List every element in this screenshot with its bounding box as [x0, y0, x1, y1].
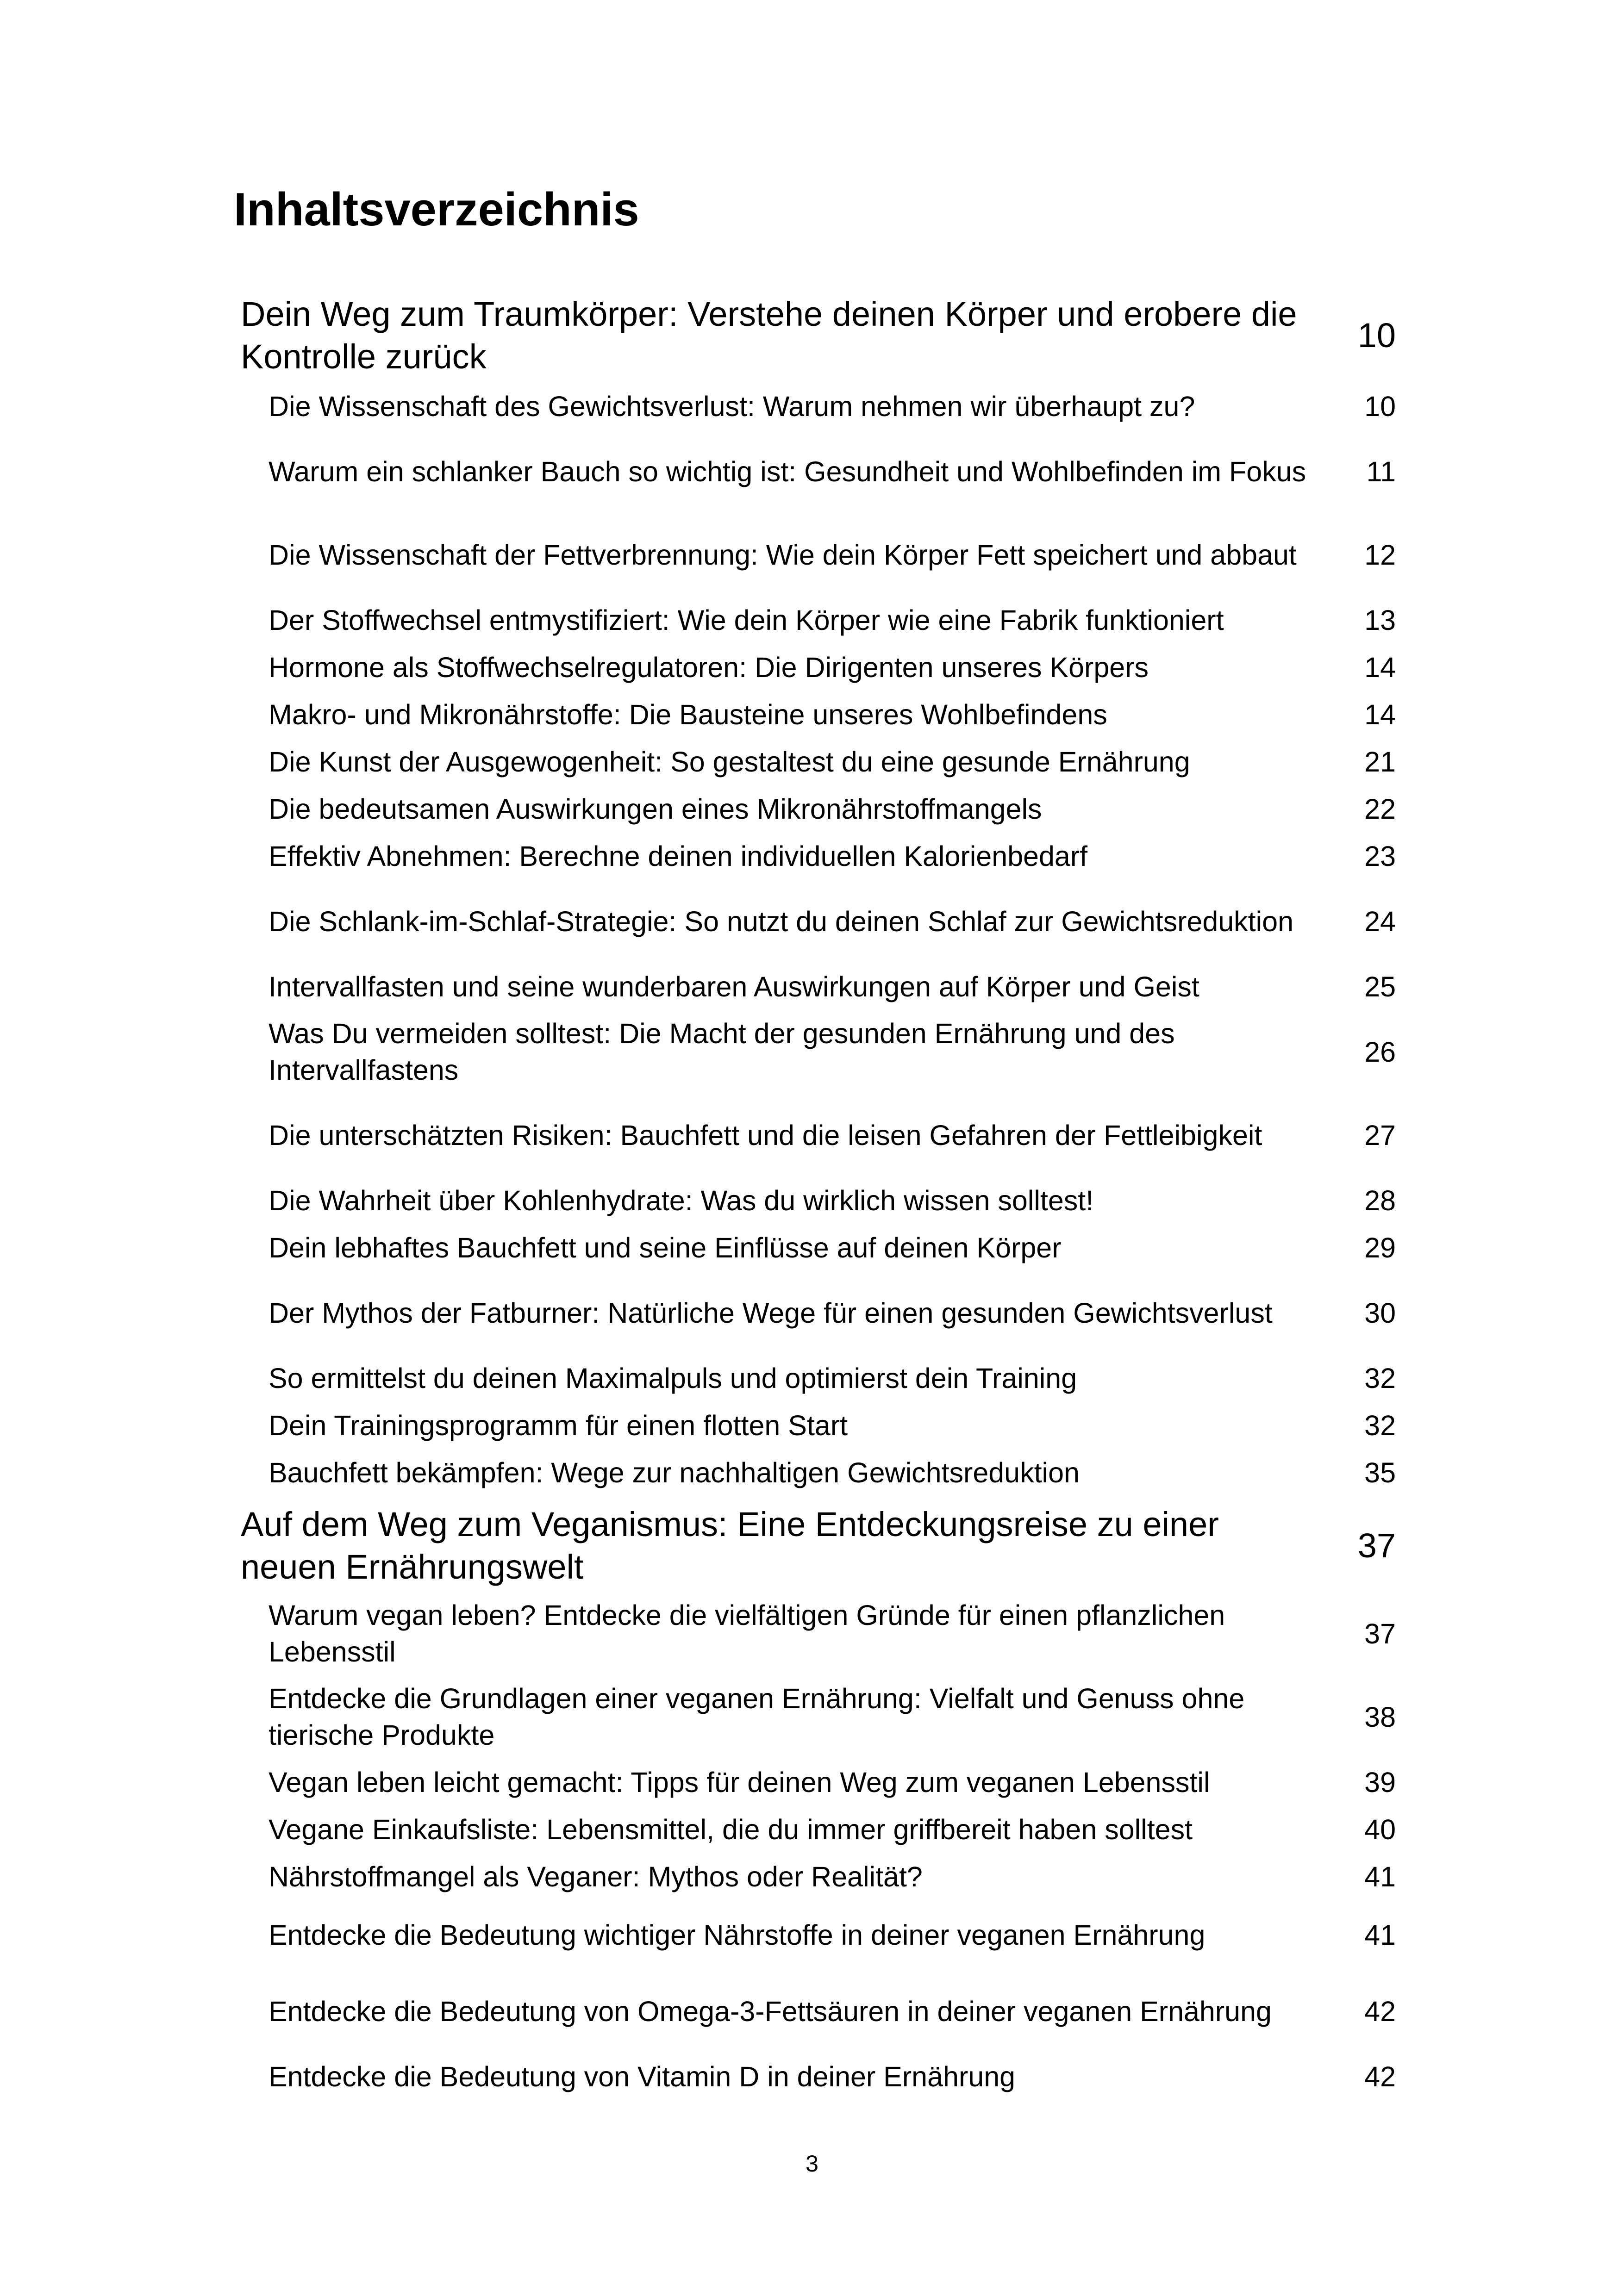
toc-section-entry[interactable]	[269, 1177, 1396, 1224]
toc-section-entry[interactable]	[269, 2053, 1396, 2100]
toc-entry-page: 29	[1364, 1232, 1396, 1263]
toc-entry-page: 30	[1364, 1297, 1396, 1329]
toc-entry-text: Bauchfett bekämpfen: Wege zur nachhaltigen Gewichtsreduktion	[269, 1456, 1080, 1488]
toc-entry-page: 24	[1364, 905, 1396, 937]
toc-entry-page: 10	[1364, 390, 1396, 422]
toc-entry-page: 12	[1364, 539, 1396, 571]
toc-section-entry[interactable]	[269, 513, 1396, 597]
toc-entry-text: Die Kunst der Ausgewogenheit: So gestaltest du eine gesunde Ernährung	[269, 746, 1190, 778]
toc-section-entry[interactable]	[269, 1271, 1396, 1355]
toc-entry-text: Der Mythos der Fatburner: Natürliche Wege für einen gesunden Gewichtsverlust	[269, 1297, 1273, 1329]
toc-entry-page: 40	[1364, 1813, 1396, 1845]
toc-entry-text: Entdecke die Bedeutung wichtiger Nährstoffe in deiner veganen Ernährung	[269, 1919, 1206, 1951]
toc-entry-text: Was Du vermeiden solltest: Die Macht der gesunden Ernährung und des Intervallfastens	[269, 1018, 1175, 1086]
toc-entry-page: 10	[1357, 316, 1396, 355]
toc-section-entry[interactable]	[269, 383, 1396, 430]
toc-entry-text: Vegane Einkaufsliste: Lebensmittel, die du immer griffbereit haben solltest	[269, 1813, 1193, 1845]
toc-entry-page: 41	[1364, 1860, 1396, 1892]
toc-entry-text: Entdecke die Bedeutung von Vitamin D in deiner Ernährung	[269, 2060, 1016, 2092]
toc-entry-page: 37	[1357, 1526, 1396, 1565]
toc-section-entry[interactable]	[269, 1010, 1396, 1094]
toc-entry-text: Hormone als Stoffwechselregulatoren: Die Dirigenten unseres Körpers	[269, 651, 1149, 683]
toc-entry-page: 42	[1364, 2060, 1396, 2092]
toc-entry-text: So ermittelst du deinen Maximalpuls und optimierst dein Training	[269, 1362, 1077, 1394]
toc-section-entry[interactable]	[269, 880, 1396, 963]
toc-entry-text: Intervallfasten und seine wunderbaren Auswirkungen auf Körper und Geist	[269, 971, 1199, 1002]
toc-chapter-entry[interactable]	[241, 289, 1396, 382]
toc-entry-text: Dein Weg zum Traumkörper: Verstehe deinen Körper und erobere die Kontrolle zurück	[241, 295, 1297, 376]
toc-section-entry[interactable]	[269, 963, 1396, 1010]
toc-entry-text: Die unterschätzten Risiken: Bauchfett und die leisen Gefahren der Fettleibigkeit	[269, 1119, 1262, 1151]
toc-entry-page: 28	[1364, 1184, 1396, 1216]
toc-entry-page: 39	[1364, 1766, 1396, 1798]
toc-section-entry[interactable]	[269, 1449, 1396, 1496]
toc-entry-page: 22	[1364, 793, 1396, 825]
toc-entry-text: Makro- und Mikronährstoffe: Die Bausteine unseres Wohlbefindens	[269, 698, 1107, 730]
toc-entry-text: Vegan leben leicht gemacht: Tipps für deinen Weg zum veganen Lebensstil	[269, 1766, 1210, 1798]
toc-section-entry[interactable]	[269, 1759, 1396, 1806]
toc-entry-page: 35	[1364, 1456, 1396, 1488]
toc-entry-text: Die Wahrheit über Kohlenhydrate: Was du wirklich wissen solltest!	[269, 1184, 1094, 1216]
toc-entry-text: Dein lebhaftes Bauchfett und seine Einflüsse auf deinen Körper	[269, 1232, 1062, 1263]
toc-section-entry[interactable]	[269, 1853, 1396, 1900]
toc-section-entry[interactable]	[269, 1592, 1396, 1675]
toc-entry-text: Die Wissenschaft des Gewichtsverlust: Warum nehmen wir überhaupt zu?	[269, 390, 1195, 422]
toc-section-entry[interactable]	[269, 1900, 1396, 1970]
toc-entry-page: 23	[1364, 840, 1396, 872]
toc-entry-page: 21	[1364, 746, 1396, 778]
toc-entry-page: 32	[1364, 1409, 1396, 1441]
toc-entry-page: 38	[1364, 1701, 1396, 1733]
toc-section-entry[interactable]	[269, 1970, 1396, 2053]
toc-entry-page: 14	[1364, 651, 1396, 683]
page-number: 3	[806, 2151, 818, 2177]
toc-entry-page: 11	[1366, 455, 1396, 487]
toc-section-entry[interactable]	[269, 738, 1396, 785]
toc-entry-page: 13	[1364, 604, 1396, 636]
toc-entry-text: Dein Trainingsprogramm für einen flotten Start	[269, 1409, 848, 1441]
toc-title: Inhaltsverzeichnis	[234, 184, 639, 236]
toc-entry-text: Die Schlank-im-Schlaf-Strategie: So nutzt du deinen Schlaf zur Gewichtsreduktion	[269, 905, 1294, 937]
toc-entry-page: 32	[1364, 1362, 1396, 1394]
toc-entry-text: Entdecke die Bedeutung von Omega-3-Fettsäuren in deiner veganen Ernährung	[269, 1995, 1272, 2027]
toc-section-entry[interactable]	[269, 1402, 1396, 1449]
toc-entry-text: Entdecke die Grundlagen einer veganen Ernährung: Vielfalt und Genuss ohne tierische Produkte	[269, 1683, 1245, 1751]
toc-section-entry[interactable]	[269, 1094, 1396, 1177]
toc-entry-page: 27	[1364, 1119, 1396, 1151]
toc-section-entry[interactable]	[269, 1224, 1396, 1271]
toc-entry-text: Der Stoffwechsel entmystifiziert: Wie dein Körper wie eine Fabrik funktioniert	[269, 604, 1224, 636]
toc-entry-text: Effektiv Abnehmen: Berechne deinen individuellen Kalorienbedarf	[269, 840, 1088, 872]
toc-section-entry[interactable]	[269, 691, 1396, 738]
toc-entry-page: 26	[1364, 1036, 1396, 1068]
toc-entry-text: Warum vegan leben? Entdecke die vielfältigen Gründe für einen pflanzlichen Lebensstil	[269, 1599, 1225, 1668]
toc-entry-page: 37	[1364, 1618, 1396, 1649]
toc-entry-text: Die Wissenschaft der Fettverbrennung: Wie dein Körper Fett speichert und abbaut	[269, 539, 1297, 571]
toc-entry-page: 41	[1364, 1919, 1396, 1951]
toc-entry-page: 42	[1364, 1995, 1396, 2027]
toc-entry-text: Auf dem Weg zum Veganismus: Eine Entdeckungsreise zu einer neuen Ernährungswelt	[241, 1505, 1219, 1586]
toc-section-entry[interactable]	[269, 785, 1396, 833]
toc-entry-text: Die bedeutsamen Auswirkungen eines Mikronährstoffmangels	[269, 793, 1042, 825]
toc-section-entry[interactable]	[269, 1675, 1396, 1759]
toc-chapter-entry[interactable]	[241, 1500, 1396, 1592]
toc-entry-text: Nährstoffmangel als Veganer: Mythos oder Realität?	[269, 1860, 923, 1892]
toc-section-entry[interactable]	[269, 1355, 1396, 1402]
toc-section-entry[interactable]	[269, 430, 1396, 513]
toc-entry-page: 14	[1364, 698, 1396, 730]
toc-section-entry[interactable]	[269, 1806, 1396, 1853]
toc-entry-page: 25	[1364, 971, 1396, 1002]
toc-section-entry[interactable]	[269, 597, 1396, 644]
toc-entry-text: Warum ein schlanker Bauch so wichtig ist: Gesundheit und Wohlbefinden im Fokus	[269, 455, 1306, 487]
toc-section-entry[interactable]	[269, 833, 1396, 880]
toc-section-entry[interactable]	[269, 644, 1396, 691]
